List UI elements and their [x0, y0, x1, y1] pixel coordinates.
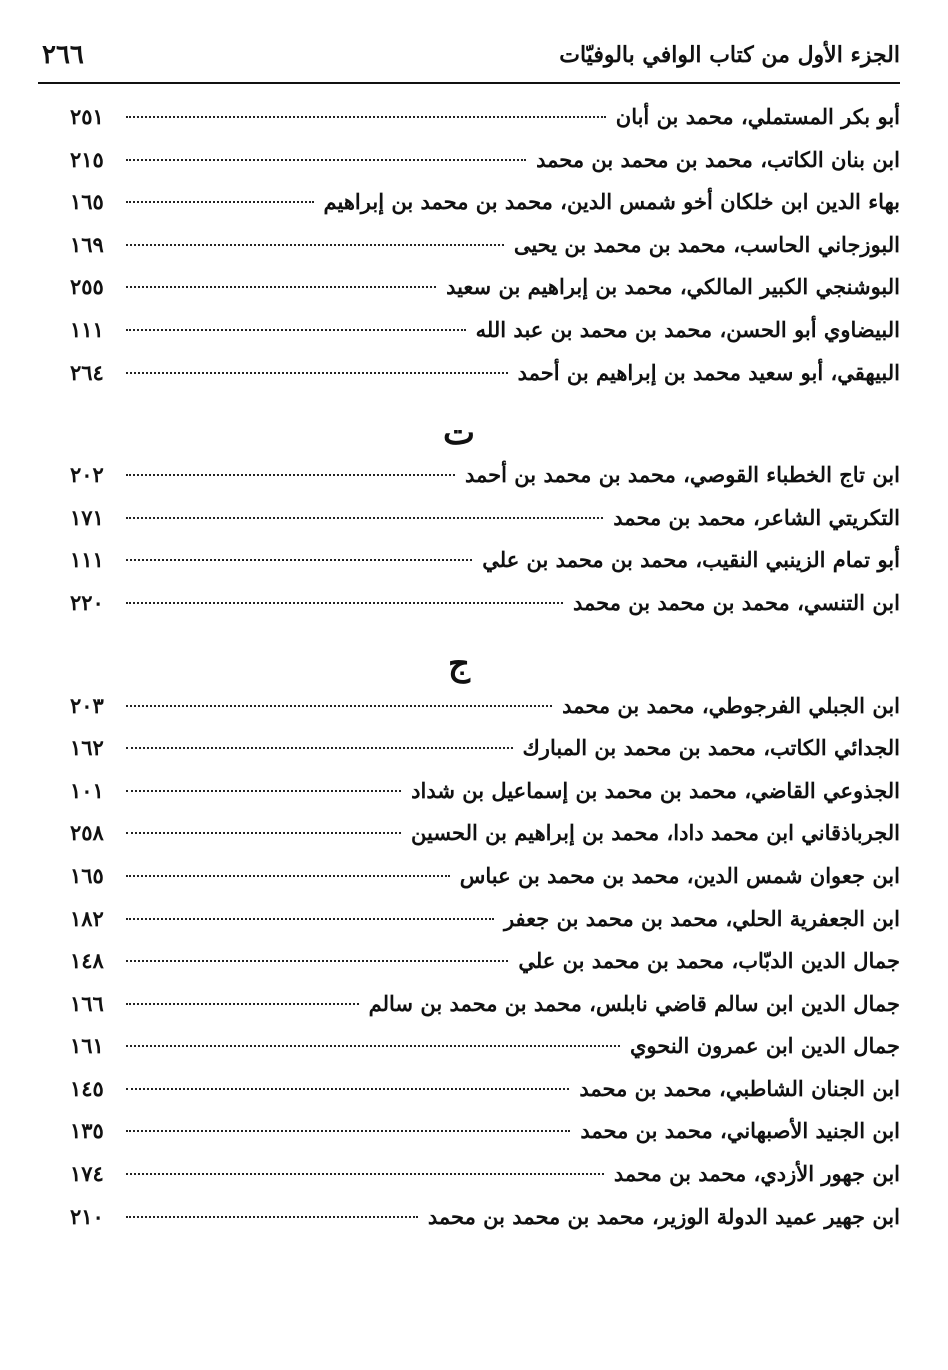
- index-entry: [70, 274, 900, 317]
- entry-page-number: ١٧٤: [70, 1161, 104, 1187]
- entry-name: أبو تمام الزينبي النقيب، محمد بن محمد بن علي: [482, 547, 900, 573]
- index-entry: [70, 1204, 900, 1247]
- section-letter: ت: [442, 413, 475, 454]
- index-entry: [70, 693, 900, 736]
- entry-name: البوشنجي الكبير المالكي، محمد بن إبراهيم بن سعيد: [446, 274, 900, 300]
- entry-page-number: ١٤٨: [70, 948, 104, 974]
- entry-name: البوزجاني الحاسب، محمد بن محمد بن يحيى: [513, 231, 900, 257]
- index-entry: [70, 547, 900, 590]
- index-entry: [70, 820, 900, 863]
- entry-page-number: ١٧١: [70, 504, 104, 530]
- dot-leader: [126, 1215, 418, 1218]
- dot-leader: [126, 1002, 359, 1005]
- entry-page-number: ٢٠٣: [70, 692, 104, 718]
- index-entry: [70, 735, 900, 778]
- entry-page-number: ٢٥٥: [70, 274, 104, 300]
- entry-name: ابن جهير عميد الدولة الوزير، محمد بن محمد بن محمد: [427, 1203, 900, 1229]
- entry-page-number: ٢١٥: [70, 146, 104, 172]
- entry-name: البيهقي، أبو سعيد محمد بن إبراهيم بن أحمد: [517, 359, 900, 385]
- index-section: [70, 639, 900, 1247]
- entry-page-number: ١٠١: [70, 777, 104, 803]
- dot-leader: [126, 115, 606, 118]
- entry-page-number: ١٨٢: [70, 905, 104, 931]
- entry-name: الجدائي الكاتب، محمد بن محمد بن المبارك: [522, 735, 900, 761]
- index-entry: [70, 1033, 900, 1076]
- entry-name: ابن الجنيد الأصبهاني، محمد بن محمد: [580, 1118, 900, 1144]
- dot-leader: [126, 158, 526, 161]
- dot-leader: [126, 558, 472, 561]
- entry-page-number: ٢٢٠: [70, 589, 104, 615]
- dot-leader: [126, 874, 450, 877]
- index-entry: [70, 505, 900, 548]
- entry-name: الجرباذقاني ابن محمد دادا، محمد بن إبراهيم بن الحسين: [411, 820, 900, 846]
- dot-leader: [126, 1172, 604, 1175]
- entry-page-number: ١٣٥: [70, 1118, 104, 1144]
- entry-name: بهاء الدين ابن خلكان أخو شمس الدين، محمد بن محمد بن إبراهيم: [323, 189, 900, 215]
- entry-name: ابن الجبلي الفرجوطي، محمد بن محمد: [562, 692, 900, 718]
- entry-name: جمال الدين ابن سالم قاضي نابلس، محمد بن محمد بن سالم: [368, 990, 900, 1016]
- entry-name: التكريتي الشاعر، محمد بن محمد: [613, 504, 900, 530]
- dot-leader: [126, 328, 466, 331]
- index-entry: [70, 1118, 900, 1161]
- index-entry: [70, 147, 900, 190]
- index-entry: [70, 991, 900, 1034]
- entry-name: ابن جعوان شمس الدين، محمد بن محمد بن عباس: [459, 862, 900, 888]
- dot-leader: [126, 285, 436, 288]
- dot-leader: [126, 1087, 569, 1090]
- dot-leader: [126, 959, 508, 962]
- dot-leader: [126, 200, 314, 203]
- entry-page-number: ١٦١: [70, 1033, 104, 1059]
- index-entry: [70, 317, 900, 360]
- entry-page-number: ١٦٦: [70, 990, 104, 1016]
- name-index: [70, 104, 900, 1246]
- entry-page-number: ٢٥٨: [70, 820, 104, 846]
- dot-leader: [126, 1129, 570, 1132]
- index-entry: [70, 906, 900, 949]
- dot-leader: [126, 746, 513, 749]
- index-entry: [70, 189, 900, 232]
- entry-name: ابن بنان الكاتب، محمد بن محمد بن محمد: [536, 146, 900, 172]
- dot-leader: [126, 243, 504, 246]
- entry-page-number: ٢٠٢: [70, 462, 104, 488]
- dot-leader: [126, 371, 508, 374]
- index-entry: [70, 590, 900, 633]
- index-entry: [70, 232, 900, 275]
- entry-page-number: ١٦٢: [70, 735, 104, 761]
- entry-page-number: ١٦٥: [70, 862, 104, 888]
- dot-leader: [126, 601, 563, 604]
- dot-leader: [126, 473, 455, 476]
- index-section: [70, 408, 900, 632]
- entry-name: ابن تاج الخطباء القوصي، محمد بن محمد بن أحمد: [465, 462, 900, 488]
- entry-name: الجذوعي القاضي، محمد بن محمد بن إسماعيل بن شداد: [411, 777, 900, 803]
- entry-name: البيضاوي أبو الحسن، محمد بن محمد بن عبد الله: [475, 316, 900, 342]
- page-header: [38, 38, 900, 84]
- entry-name: ابن جهور الأزدي، محمد بن محمد: [613, 1161, 900, 1187]
- index-section: [70, 104, 900, 402]
- dot-leader: [126, 917, 494, 920]
- entry-page-number: ١١١: [70, 316, 104, 342]
- page-number: ٢٦٦: [42, 40, 84, 70]
- dot-leader: [126, 831, 401, 834]
- section-letter: ج: [448, 643, 470, 684]
- dot-leader: [126, 704, 552, 707]
- dot-leader: [126, 516, 603, 519]
- index-entry: [70, 1076, 900, 1119]
- entry-name: أبو بكر المستملي، محمد بن أبان: [615, 104, 900, 129]
- entry-page-number: ٢٦٤: [70, 359, 104, 385]
- index-entry: [70, 462, 900, 505]
- entry-page-number: ١٦٥: [70, 189, 104, 215]
- index-entry: [70, 948, 900, 991]
- entry-name: جمال الدين ابن عمرون النحوي: [629, 1033, 900, 1059]
- dot-leader: [126, 1044, 620, 1047]
- entry-name: ابن الجعفرية الحلي، محمد بن محمد بن جعفر: [503, 905, 900, 931]
- index-entry: [70, 1161, 900, 1204]
- index-entry: [70, 104, 900, 147]
- dot-leader: [126, 789, 401, 792]
- entry-name: جمال الدين الدبّاب، محمد بن محمد بن علي: [518, 948, 900, 974]
- entry-page-number: ٢٥١: [70, 104, 104, 129]
- running-title: الجزء الأول من كتاب الوافي بالوفيّات: [559, 42, 900, 68]
- index-entry: [70, 778, 900, 821]
- index-entry: [70, 863, 900, 906]
- entry-name: ابن التنسي، محمد بن محمد بن محمد: [572, 589, 900, 615]
- index-entry: [70, 360, 900, 403]
- entry-page-number: ٢١٠: [70, 1203, 104, 1229]
- entry-page-number: ١٤٥: [70, 1075, 104, 1101]
- entry-name: ابن الجنان الشاطبي، محمد بن محمد: [579, 1075, 900, 1101]
- entry-page-number: ١٦٩: [70, 231, 104, 257]
- entry-page-number: ١١١: [70, 547, 104, 573]
